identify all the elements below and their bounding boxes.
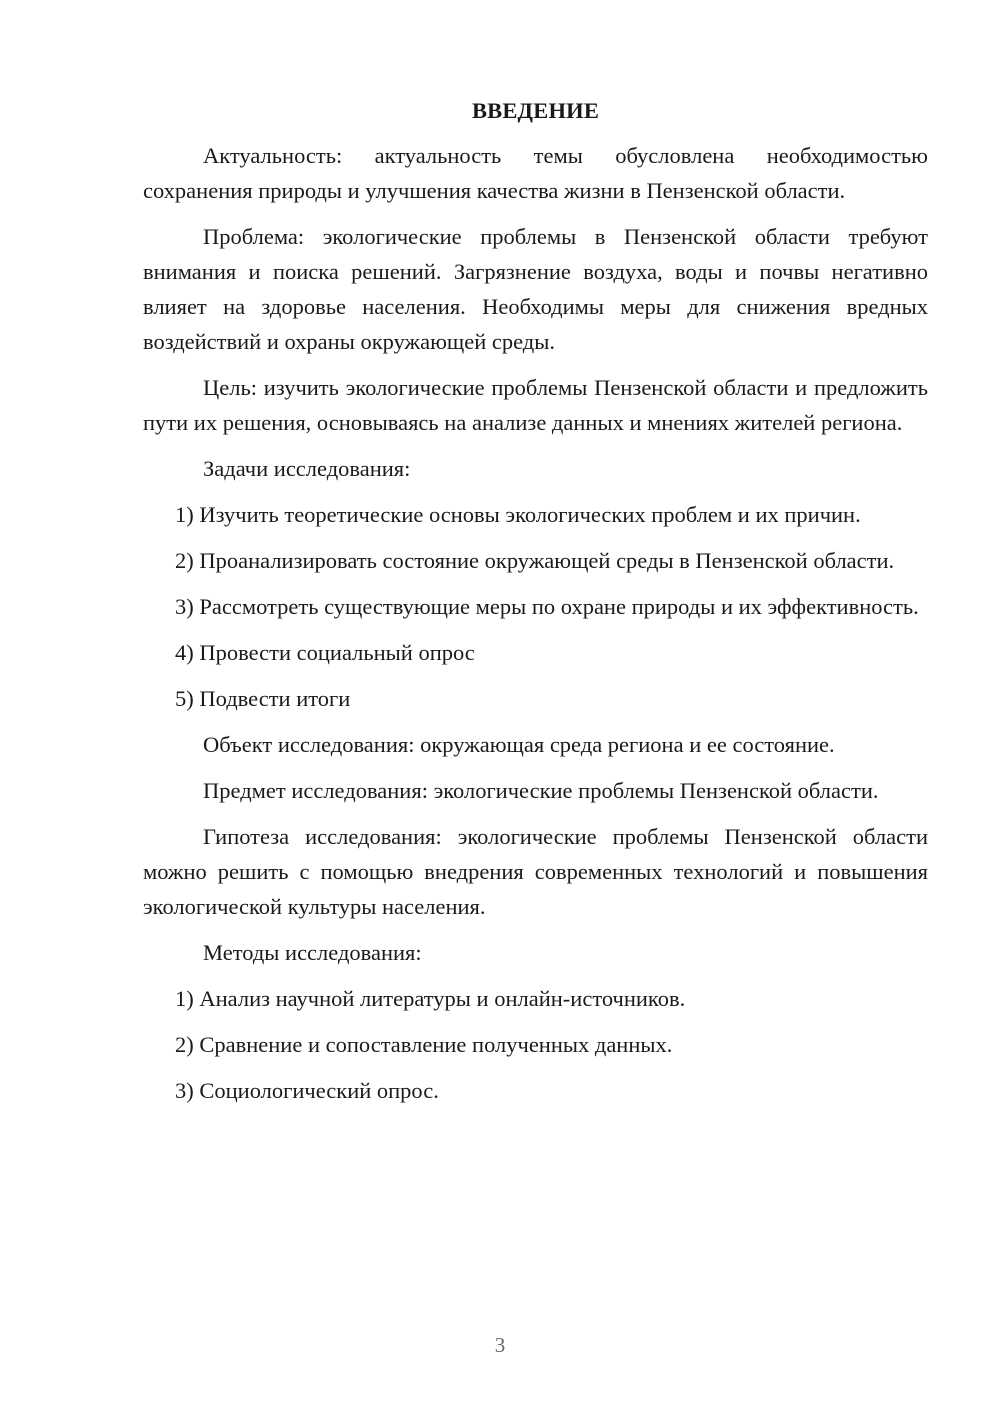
goal-paragraph: Цель: изучить экологические проблемы Пензенской области и предложить пути их решения, основываясь на анализе данных и мнениях жителей региона. <box>143 375 928 435</box>
task-item-3: 3) Рассмотреть существующие меры по охране природы и их эффективность. <box>175 594 919 619</box>
methods-title: Методы исследования: <box>203 940 422 965</box>
hypothesis-paragraph: Гипотеза исследования: экологические проблемы Пензенской области можно решить с помощью внедрения современных технологий и повышения экологической культуры населения. <box>143 824 928 919</box>
page-number: 3 <box>494 1333 506 1357</box>
tasks-title: Задачи исследования: <box>203 456 411 481</box>
method-item-2: 2) Сравнение и сопоставление полученных данных. <box>175 1032 673 1057</box>
task-item-4: 4) Провести социальный опрос <box>175 640 475 665</box>
task-item-1: 1) Изучить теоретические основы экологических проблем и их причин. <box>175 502 861 527</box>
section-heading: ВВЕДЕНИЕ <box>471 98 600 123</box>
task-item-5: 5) Подвести итоги <box>175 686 351 711</box>
object-paragraph: Объект исследования: окружающая среда региона и ее состояние. <box>203 732 835 757</box>
method-item-3: 3) Социологический опрос. <box>175 1078 439 1103</box>
subject-paragraph: Предмет исследования: экологические проблемы Пензенской области. <box>203 778 879 803</box>
problem-paragraph: Проблема: экологические проблемы в Пензенской области требуют внимания и поиска решений. Загрязнение воздуха, воды и почвы негативно влияет на здоровье населения. Необходимы меры для снижения вредных воздействий и охраны окружающей среды. <box>143 224 928 354</box>
task-item-2: 2) Проанализировать состояние окружающей среды в Пензенской области. <box>175 548 895 573</box>
document-page <box>143 96 928 1119</box>
relevance-paragraph: Актуальность: актуальность темы обусловлена необходимостью сохранения природы и улучшения качества жизни в Пензенской области. <box>143 143 928 203</box>
method-item-1: 1) Анализ научной литературы и онлайн-источников. <box>175 986 686 1011</box>
